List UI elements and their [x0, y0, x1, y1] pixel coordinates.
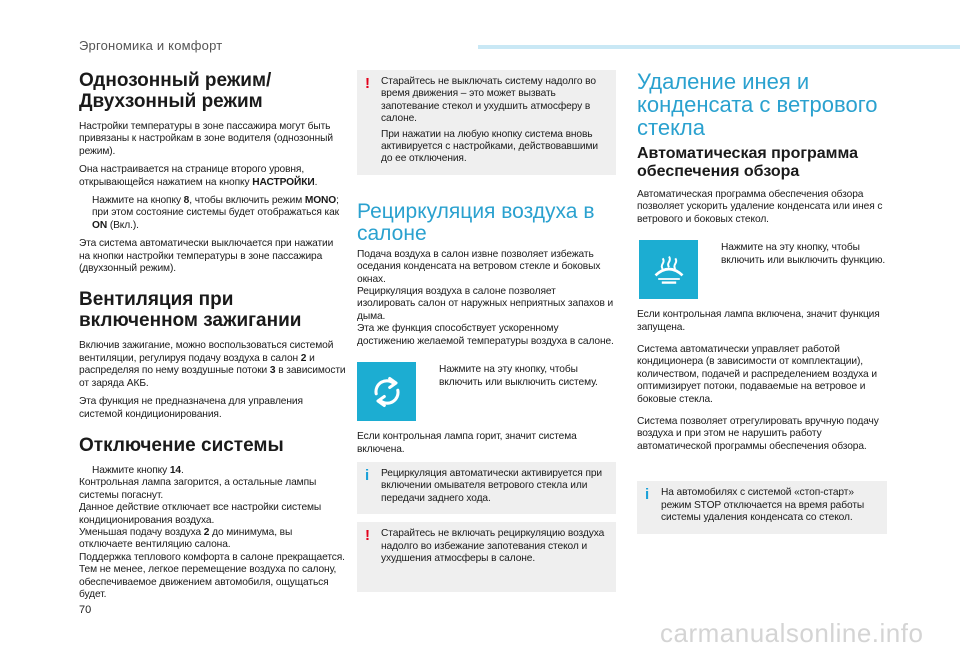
auto-paragraph-1: Автоматическая программа обеспечения обзора позволяет ускорить удаление конденсата или инея с ветрового и боковых стекол. [637, 189, 883, 225]
heading-recirculation: Рециркуляция воздуха в салоне [357, 199, 595, 245]
windscreen-demist-icon-svg [651, 252, 687, 288]
warning-icon: ! [365, 527, 370, 545]
recirculation-icon [357, 362, 416, 421]
zone-b1-mono: MONO [304, 195, 337, 207]
heading-demist: Удаление инея и конденсата с ветрового стекла [637, 69, 878, 140]
vent-p1-key3: 3 [269, 365, 276, 377]
recirc-button-figure [357, 362, 616, 421]
heading-zone-line2: Двухзонный режим [79, 91, 263, 112]
heading-system-off: Отключение системы [79, 434, 284, 456]
auto-paragraph-4: Система позволяет отрегулировать вручную подачу воздуха и при этом не нарушить работу автоматической программы обеспечения обзора. [637, 416, 879, 452]
auto-paragraph-3: Система автоматически управляет работой кондиционера (в зависимости от комплектации), количеством, подачей и распределением воздуха и оптимизирует потоки, подаваемые на ветровое и боковые стекла. [637, 344, 877, 405]
column-right [637, 70, 887, 542]
zone-p2-text: Она настраивается на странице второго уровня, открывающейся нажатием на кнопку [79, 164, 305, 188]
recirc-paragraph-2: Рециркуляция воздуха в салоне позволяет изолировать салон от наружных неприятных запахов и дыма. [357, 286, 614, 322]
zone-paragraph-1: Настройки температуры в зоне пассажира могут быть привязаны к настройкам в зоне водителя (однозонный режим). [79, 121, 333, 157]
info2-paragraph: На автомобилях с системой «стоп-старт» режим STOP отключается на время работы системы удаления конденсата со стекол. [661, 487, 865, 524]
demist-button-text [708, 240, 887, 293]
zone-p2-end: . [314, 176, 318, 188]
zone-b1-g: (Вкл.). [107, 219, 139, 231]
vent-paragraph-1 [79, 340, 347, 390]
heading-vent-line2: включенном зажигании [79, 310, 302, 332]
warning-note-1 [357, 70, 616, 175]
header-accent-bar [478, 45, 960, 49]
zone-b1-key: 8 [183, 195, 190, 207]
off-paragraph-2: Данное действие отключает все настройки системы кондиционирования воздуха. [79, 502, 322, 526]
heading-auto-line2: обеспечения обзора [637, 163, 800, 180]
settings-button-label: НАСТРОЙКИ [252, 176, 315, 188]
recirc-paragraph-3: Эта же функция способствует ускоренному достижению желаемой температуры воздуха в салоне. [357, 323, 614, 347]
warning1-paragraph-1: Старайтесь не выключать систему надолго во время движения – это может вызвать запотевание стекол и ухудшить атмосферу в салоне. [381, 76, 596, 125]
auto-paragraph-2: Если контрольная лампа включена, значит функция запущена. [637, 309, 880, 333]
recirc-button-label: Нажмите на эту кнопку, чтобы включить или выключить систему. [439, 364, 598, 388]
info-note-2 [637, 481, 887, 533]
zone-bullet-1 [79, 195, 347, 232]
section-header: Эргономика и комфорт [79, 38, 223, 53]
column-left [79, 70, 347, 607]
warning-icon: ! [365, 75, 370, 92]
zone-paragraph-2 [79, 164, 347, 189]
off-p3-key: 2 [203, 526, 210, 538]
zone-b1-on: ON [92, 219, 108, 231]
off-bullet-1 [79, 465, 347, 477]
vent-p1-e: в зависимости от заряда АКБ. [79, 365, 346, 389]
vent-p1-c: и распределяя по нему воздушные потоки [79, 352, 315, 377]
demist-button-label: Нажмите на эту кнопку, чтобы включить или выключить функцию. [721, 242, 886, 266]
zone-paragraph-3: Эта система автоматически выключается при нажатии на кнопки настройки температуры в зоне пассажира (двухзонный режим). [79, 238, 334, 275]
recirc-paragraph-1: Подача воздуха в салон извне позволяет избежать оседания конденсата на ветровом стекле и боковых окнах. [357, 248, 601, 285]
watermark: carmanualsonline.info [660, 618, 924, 648]
warning1-paragraph-2: При нажатии на любую кнопку система вновь активируется с настройками, действовавшими до ее отключения. [381, 128, 599, 165]
page-number: 70 [79, 604, 92, 616]
info1-paragraph: Рециркуляция автоматически активируется при включении омывателя ветрового стекла или передачи заднего хода. [381, 467, 603, 504]
off-p3-a: Уменьшая подачу воздуха [79, 526, 204, 538]
zone-b1-c: , чтобы включить режим [189, 195, 305, 207]
off-b1-key: 14 [169, 464, 181, 476]
heading-ventilation [79, 289, 347, 331]
info-icon: i [645, 486, 650, 504]
column-middle [357, 70, 616, 600]
heading-auto-line1: Автоматическая программа [637, 145, 859, 162]
heading-vent-line1: Вентиляция при [79, 289, 234, 311]
zone-b1-a: Нажмите на кнопку [92, 195, 184, 207]
info-note-1 [357, 462, 616, 514]
heading-auto-visibility [637, 145, 887, 181]
off-b1-a: Нажмите кнопку [92, 464, 170, 476]
demist-button-figure [639, 240, 887, 299]
vent-p1-key2: 2 [300, 352, 307, 364]
warning2-paragraph: Старайтесь не включать рециркуляцию воздуха надолго во избежание запотевания стекол и ухудшения атмосферы в салоне. [381, 528, 605, 564]
heading-zone-line1: Однозонный режим/ [79, 70, 272, 91]
off-b1-c: . [180, 464, 184, 476]
off-paragraph-4: Поддержка теплового комфорта в салоне прекращается. Тем не менее, легкое перемещение воздуха по салону, обеспечиваемое движением автомобиля, ощущаться будет. [79, 551, 345, 600]
zone-b1-e: ; при этом состояние системы будет отображаться как [92, 195, 340, 219]
off-paragraph-3 [79, 527, 347, 552]
recirc-paragraph-4: Если контрольная лампа горит, значит система включена. [357, 431, 577, 455]
warning-note-2 [357, 522, 616, 592]
recirculation-icon-svg [369, 374, 405, 410]
vent-paragraph-2: Эта функция не предназначена для управления системой кондиционирования. [79, 396, 303, 420]
off-paragraph-1: Контрольная лампа загорится, а остальные лампы системы погаснут. [79, 477, 317, 501]
recirc-button-text [426, 362, 616, 415]
heading-zone-mode [79, 70, 347, 112]
windscreen-demist-icon [639, 240, 698, 299]
vent-p1-a: Включив зажигание, можно воспользоваться системой вентиляции, регулируя подачу воздуха в салон [79, 340, 334, 364]
info-icon: i [365, 466, 370, 484]
off-p3-c: до минимума, вы отключаете вентиляцию салона. [79, 526, 293, 551]
